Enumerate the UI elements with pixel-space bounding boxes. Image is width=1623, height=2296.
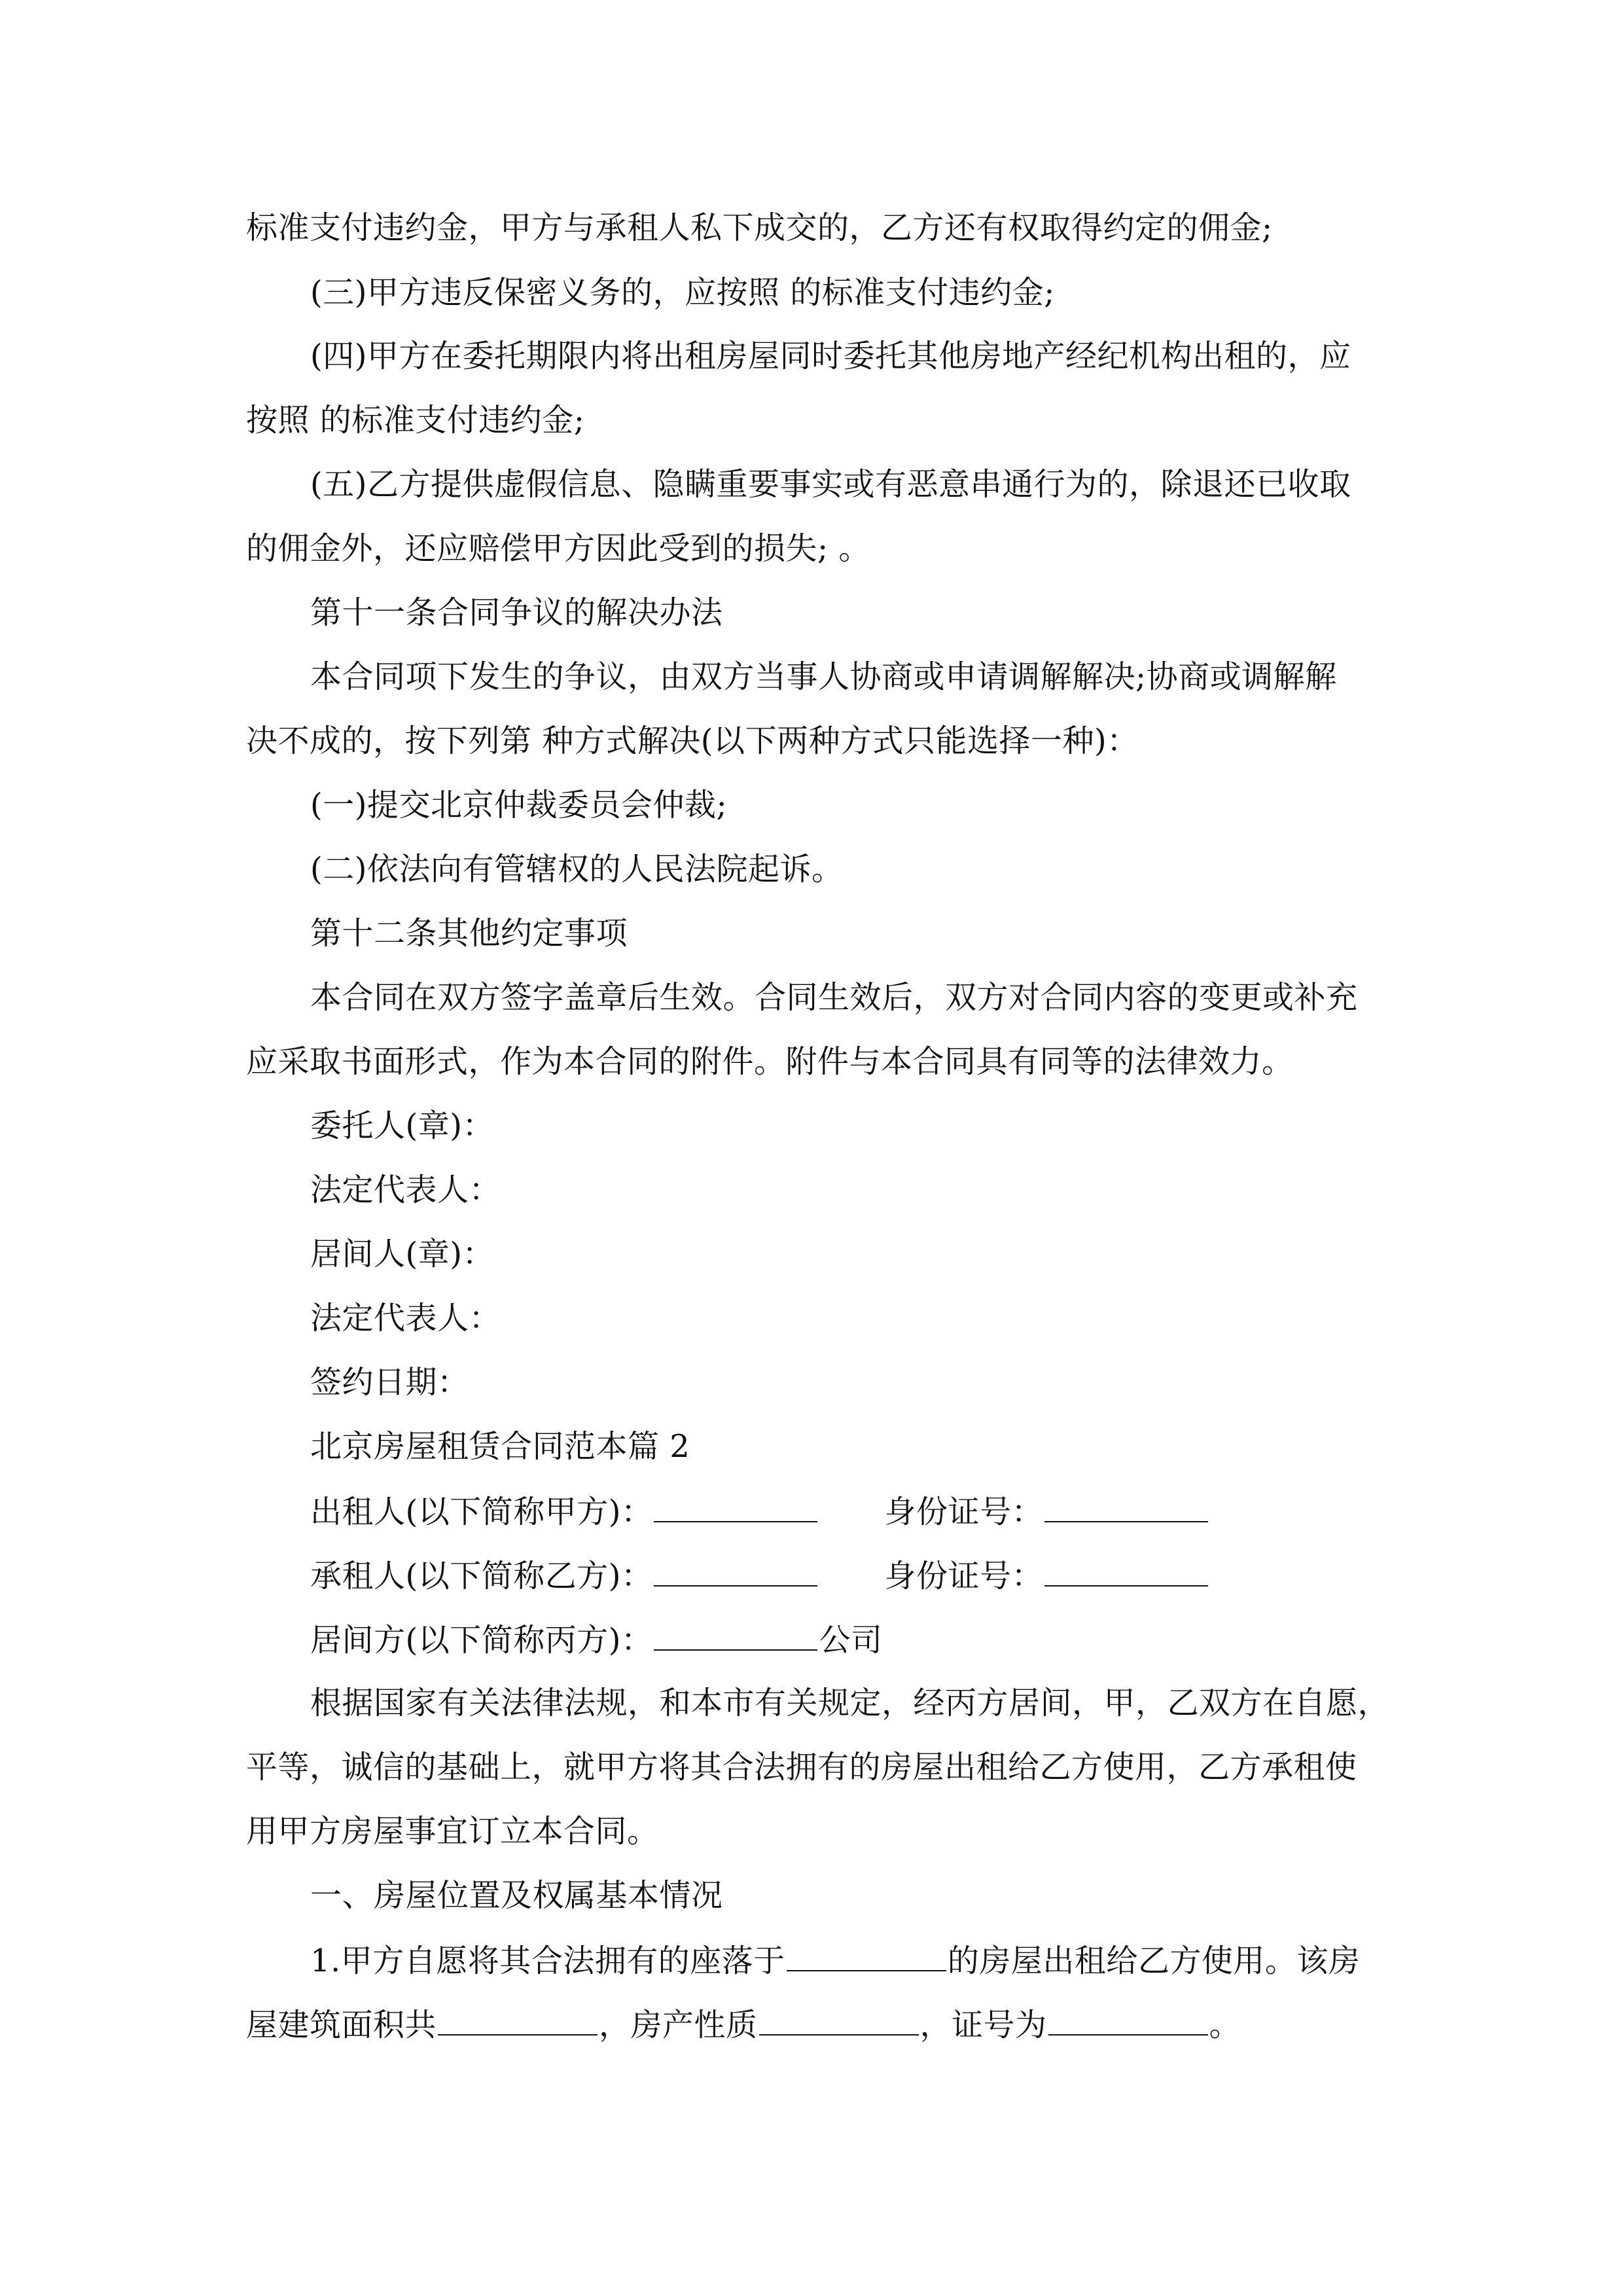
paragraph-line: 本合同在双方签字盖章后生效。合同生效后，双方对合同内容的变更或补充: [310, 979, 1358, 1016]
signature-label: 委托人(章)：: [310, 1107, 494, 1144]
paragraph-line: 按照 的标准支付违约金;: [246, 402, 585, 439]
property-type-blank: [759, 2004, 919, 2036]
paragraph-line: 根据国家有关法律法规，和本市有关规定，经丙方居间，甲，乙双方在自愿，: [310, 1685, 1390, 1721]
paragraph-line: 用甲方房屋事宜订立本合同。: [246, 1813, 659, 1850]
section-heading: 第十一条合同争议的解决办法: [310, 594, 723, 631]
party-c-name-blank: [654, 1619, 817, 1651]
paragraph-line: (三)甲方违反保密义务的，应按照 的标准支付违约金;: [310, 274, 1055, 311]
paragraph-line: (五)乙方提供虚假信息、隐瞒重要事实或有恶意串通行为的，除退还已收取: [310, 466, 1351, 503]
paragraph-line: (四)甲方在委托期限内将出租房屋同时委托其他房地产经纪机构出租的，应: [310, 338, 1351, 374]
party-b-label: 承租人(以下简称乙方)：: [310, 1558, 653, 1594]
item-1-suffix: 的房屋出租给乙方使用。该房: [947, 1943, 1361, 1979]
party-b-row: [310, 1555, 1442, 1596]
item-1-continuation: [246, 2004, 1378, 2045]
document-subtitle: 北京房屋租赁合同范本篇 2: [310, 1428, 690, 1465]
party-a-row: [310, 1491, 1442, 1532]
paragraph-line: (二)依法向有管辖权的人民法院起诉。: [310, 851, 844, 888]
party-c-row: [310, 1619, 1442, 1660]
item-1-line: [310, 1940, 1442, 1981]
area-label: 屋建筑面积共: [246, 2007, 437, 2043]
area-blank: [438, 2004, 597, 2036]
party-a-id-blank: [1044, 1491, 1208, 1522]
signature-label: 法定代表人：: [310, 1300, 501, 1336]
paragraph-line: 应采取书面形式，作为本合同的附件。附件与本合同具有同等的法律效力。: [246, 1043, 1294, 1080]
paragraph-line: 平等，诚信的基础上，就甲方将其合法拥有的房屋出租给乙方使用，乙方承租使: [246, 1749, 1357, 1785]
certificate-label: ，证号为: [919, 2007, 1047, 2043]
signature-label: 法定代表人：: [310, 1172, 501, 1208]
party-a-id-label: 身份证号：: [884, 1494, 1043, 1530]
item-1-prefix: 1.甲方自愿将其合法拥有的座落于: [310, 1943, 785, 1979]
paragraph-line: 的佣金外，还应赔偿甲方因此受到的损失; 。: [246, 530, 870, 567]
party-c-suffix: 公司: [819, 1622, 883, 1659]
section-heading: 第十二条其他约定事项: [310, 915, 628, 952]
party-b-id-label: 身份证号：: [884, 1558, 1043, 1594]
signature-label: 签约日期：: [310, 1364, 469, 1401]
location-blank: [787, 1940, 946, 1971]
paragraph-line: (一)提交北京仲裁委员会仲裁;: [310, 787, 728, 823]
section-heading: 一、房屋位置及权属基本情况: [310, 1877, 723, 1914]
paragraph-line: 标准支付违约金，甲方与承租人私下成交的，乙方还有权取得约定的佣金;: [246, 209, 1273, 246]
party-a-name-blank: [654, 1491, 817, 1522]
party-a-label: 出租人(以下简称甲方)：: [310, 1494, 653, 1530]
paragraph-line: 决不成的，按下列第 种方式解决(以下两种方式只能选择一种)：: [246, 723, 1139, 759]
party-b-id-blank: [1044, 1555, 1208, 1587]
sentence-end: 。: [1209, 2007, 1241, 2043]
party-c-label: 居间方(以下简称丙方)：: [310, 1622, 653, 1659]
certificate-blank: [1048, 2004, 1208, 2036]
paragraph-line: 本合同项下发生的争议，由双方当事人协商或申请调解解决;协商或调解解: [310, 658, 1337, 695]
property-type-label: ，房产性质: [599, 2007, 758, 2043]
party-b-name-blank: [654, 1555, 817, 1587]
signature-label: 居间人(章)：: [310, 1236, 494, 1272]
